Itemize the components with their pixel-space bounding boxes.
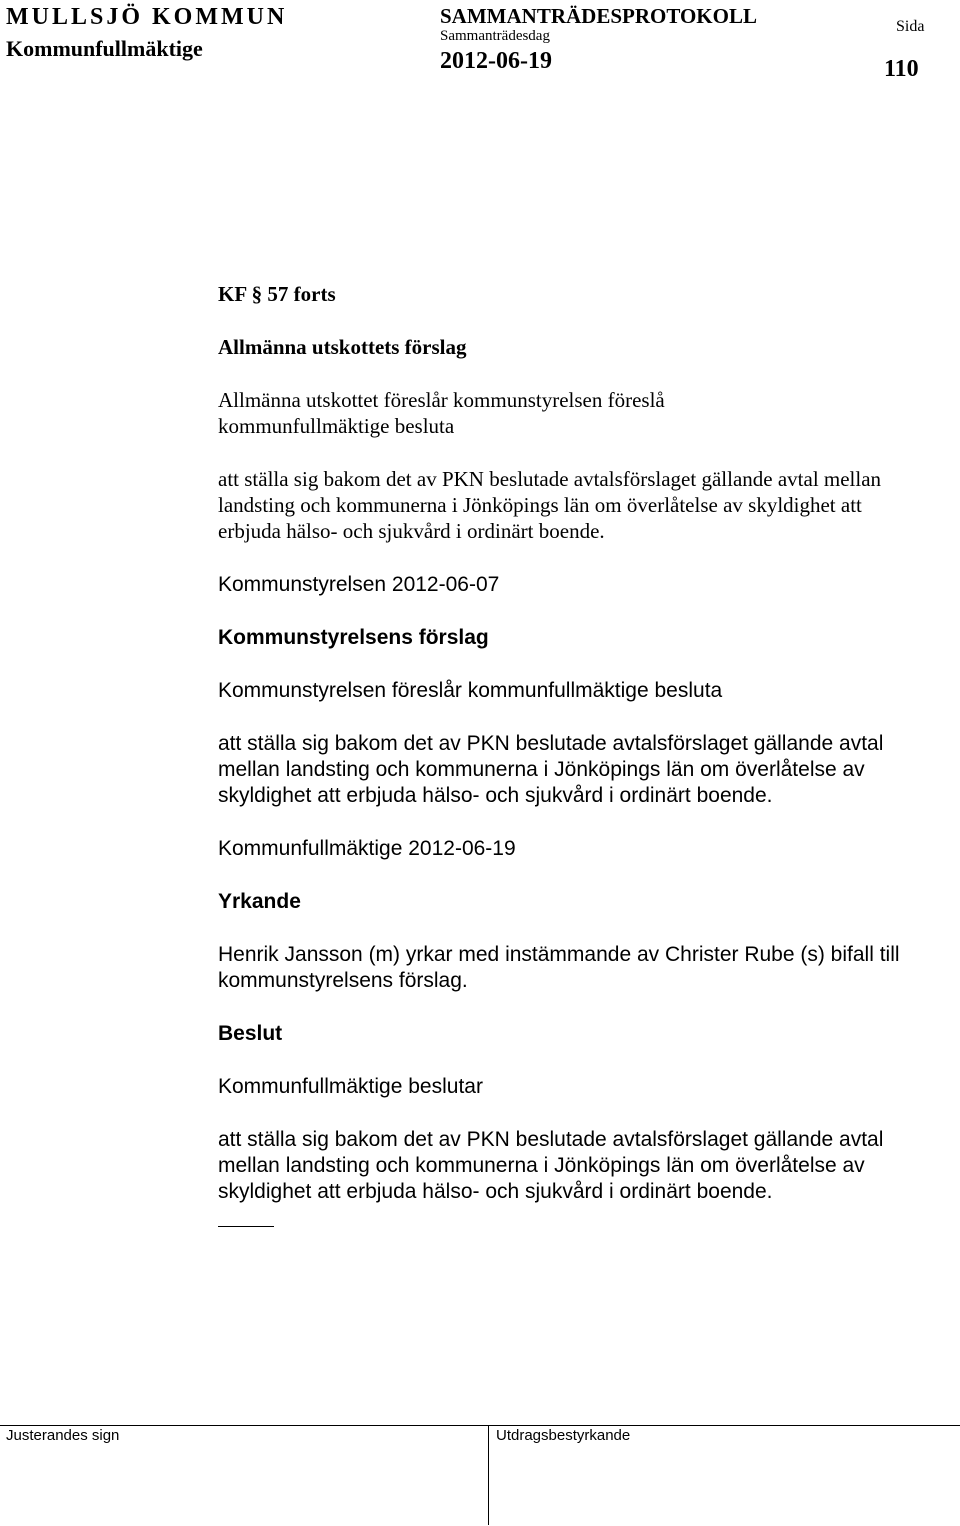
ks-date: Kommunstyrelsen 2012-06-07 bbox=[218, 573, 500, 596]
decision-heading: Beslut bbox=[218, 1022, 283, 1045]
decision-intro: Kommunfullmäktige beslutar bbox=[218, 1075, 483, 1098]
au-intro: Allmänna utskottet föreslår kommunstyrelsen föreslå kommunfullmäktige besluta bbox=[218, 388, 665, 438]
ks-intro: Kommunstyrelsen föreslår kommunfullmäktige besluta bbox=[218, 679, 723, 702]
organization-name: MULLSJÖ KOMMUN bbox=[6, 4, 288, 30]
kf-date: Kommunfullmäktige 2012-06-19 bbox=[218, 837, 516, 860]
decision-text: att ställa sig bakom det av PKN beslutade avtalsförslaget gällande avtal mellan landsting och kommunerna i Jönköpings län om överlåtelse av skyldighet att erbjuda hälso- och sjukvård i ordinärt boende. bbox=[218, 1128, 884, 1203]
footer-rule bbox=[0, 1425, 960, 1426]
signature-label: Justerandes sign bbox=[6, 1427, 120, 1444]
certification-label: Utdragsbestyrkande bbox=[496, 1427, 631, 1444]
section-reference: KF § 57 forts bbox=[218, 282, 336, 306]
au-heading: Allmänna utskottets förslag bbox=[218, 335, 467, 359]
meeting-date: 2012-06-19 bbox=[440, 48, 552, 74]
footer-divider bbox=[488, 1425, 489, 1525]
document-type: SAMMANTRÄDESPROTOKOLL bbox=[440, 4, 757, 28]
motion-text: Henrik Jansson (m) yrkar med instämmande av Christer Rube (s) bifall till kommunstyrelsens förslag. bbox=[218, 943, 900, 992]
motion-heading: Yrkande bbox=[218, 890, 301, 913]
meeting-date-label: Sammanträdesdag bbox=[440, 28, 550, 44]
page-label: Sida bbox=[896, 18, 925, 35]
au-proposal: att ställa sig bakom det av PKN beslutade avtalsförslaget gällande avtal mellan landsting och kommunerna i Jönköpings län om överlåtelse av skyldighet att erbjuda hälso- och sjukvård i ordinärt boende. bbox=[218, 467, 882, 543]
page-number: 110 bbox=[884, 56, 919, 82]
ks-proposal: att ställa sig bakom det av PKN beslutade avtalsförslaget gällande avtal mellan landsting och kommunerna i Jönköpings län om överlåtelse av skyldighet att erbjuda hälso- och sjukvård i ordinärt boende. bbox=[218, 732, 884, 807]
ks-heading: Kommunstyrelsens förslag bbox=[218, 626, 489, 649]
governing-body: Kommunfullmäktige bbox=[6, 36, 203, 61]
end-of-section-line bbox=[218, 1226, 274, 1227]
